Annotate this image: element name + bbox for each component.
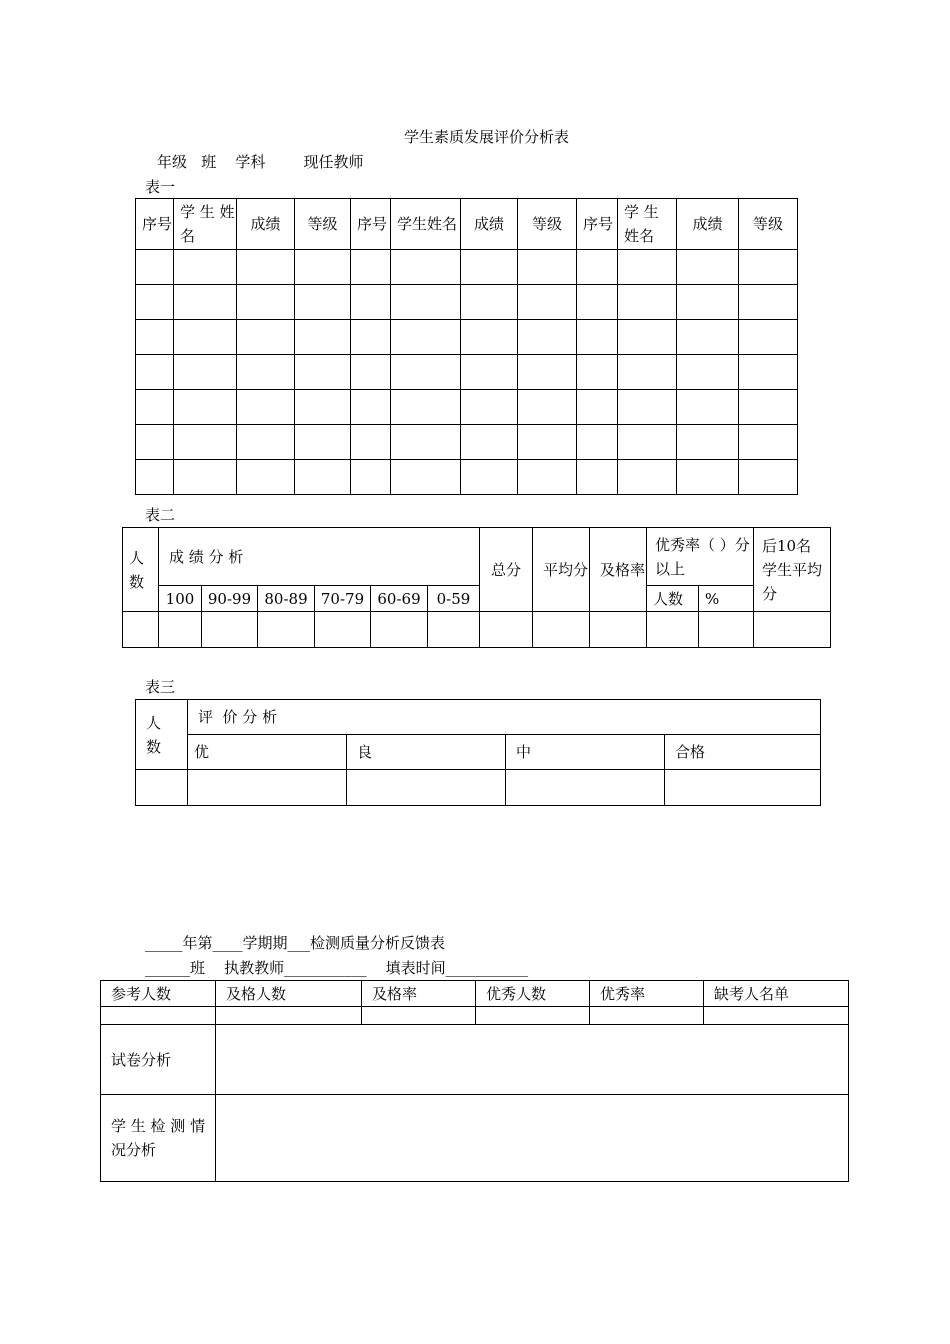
table-cell[interactable] <box>237 250 295 285</box>
table-cell[interactable] <box>461 250 518 285</box>
feedback-header-cell: 及格率 <box>362 981 476 1007</box>
table-cell[interactable] <box>518 355 577 390</box>
table1 <box>135 198 798 495</box>
table-cell[interactable] <box>174 320 237 355</box>
t2-bottom10-header: 后10名学生平均分 <box>754 528 831 612</box>
table-row <box>136 285 798 320</box>
student-analysis-label: 学 生 检 测 情 况分析 <box>101 1095 216 1182</box>
table2 <box>122 527 831 648</box>
table1-label: 表一 <box>145 178 176 196</box>
feedback-header-cell: 参考人数 <box>101 981 216 1007</box>
table-cell[interactable] <box>739 285 798 320</box>
table-cell[interactable] <box>391 355 461 390</box>
table2-label: 表二 <box>145 506 176 524</box>
t1-header-cell: 学 生 姓名 <box>618 199 677 250</box>
table-row <box>136 390 798 425</box>
table-cell[interactable] <box>136 285 174 320</box>
t2-range-cell: 60-69 <box>371 586 428 612</box>
t3-grade-cell: 中 <box>506 735 665 770</box>
table-row <box>136 355 798 390</box>
table-cell[interactable] <box>518 460 577 495</box>
table-cell[interactable] <box>739 320 798 355</box>
table-cell[interactable] <box>518 320 577 355</box>
table-cell[interactable] <box>677 285 739 320</box>
t2-score-analysis-header: 成 绩 分 析 <box>159 528 480 586</box>
table-cell[interactable] <box>618 285 677 320</box>
t2-range-cell: 70-79 <box>315 586 371 612</box>
table-cell[interactable] <box>518 390 577 425</box>
table-cell[interactable] <box>174 355 237 390</box>
feedback-header-cell: 缺考人名单 <box>704 981 849 1007</box>
table-cell[interactable] <box>739 390 798 425</box>
table-cell[interactable] <box>518 425 577 460</box>
t3-grade-cell: 合格 <box>665 735 821 770</box>
feedback-info-line: ______班 执教教师___________ 填表时间___________ <box>145 959 529 977</box>
t3-grade-cell: 优 <box>188 735 347 770</box>
table-row <box>136 460 798 495</box>
table-cell[interactable] <box>577 460 618 495</box>
t1-header-cell: 等级 <box>295 199 351 250</box>
table-cell[interactable] <box>136 320 174 355</box>
table-cell[interactable] <box>237 285 295 320</box>
table-cell[interactable] <box>237 460 295 495</box>
t2-excellent-count-header: 人数 <box>647 586 699 612</box>
table-cell[interactable] <box>618 460 677 495</box>
t1-header-cell: 序号 <box>351 199 391 250</box>
t1-header-cell: 成绩 <box>677 199 739 250</box>
table-cell[interactable] <box>351 425 391 460</box>
t2-count-header: 人数 <box>123 528 159 612</box>
table-cell[interactable] <box>174 390 237 425</box>
t2-pass-rate-header: 及格率 <box>590 528 647 612</box>
table3-label: 表三 <box>145 678 176 696</box>
t1-header-cell: 等级 <box>518 199 577 250</box>
table-cell[interactable] <box>351 390 391 425</box>
table-cell[interactable] <box>136 460 174 495</box>
table-cell[interactable] <box>295 460 351 495</box>
table-cell[interactable] <box>618 390 677 425</box>
table-cell[interactable] <box>677 390 739 425</box>
class-info-line: 年级 班 学科 现任教师 <box>157 153 364 171</box>
t2-percent-header: % <box>699 586 754 612</box>
table-cell[interactable] <box>295 320 351 355</box>
t3-grade-cell: 良 <box>347 735 506 770</box>
table-cell[interactable] <box>295 390 351 425</box>
table-row <box>136 425 798 460</box>
table-cell[interactable] <box>577 390 618 425</box>
table-cell[interactable] <box>237 320 295 355</box>
table-cell[interactable] <box>351 250 391 285</box>
table-cell[interactable] <box>577 425 618 460</box>
table-cell[interactable] <box>391 390 461 425</box>
table-cell[interactable] <box>618 250 677 285</box>
table-cell[interactable] <box>295 250 351 285</box>
table-cell[interactable] <box>577 250 618 285</box>
t2-range-cell: 0-59 <box>428 586 480 612</box>
table-cell[interactable] <box>174 425 237 460</box>
t1-header-cell: 成绩 <box>237 199 295 250</box>
table-cell[interactable] <box>174 460 237 495</box>
feedback-header-cell: 及格人数 <box>216 981 362 1007</box>
table-cell[interactable] <box>739 355 798 390</box>
table-cell[interactable] <box>174 250 237 285</box>
table-cell[interactable] <box>461 390 518 425</box>
table-row <box>136 770 821 806</box>
table-cell[interactable] <box>351 355 391 390</box>
table-cell[interactable] <box>351 320 391 355</box>
table-cell[interactable] <box>136 390 174 425</box>
t1-header-cell: 成绩 <box>461 199 518 250</box>
t2-excellent-rate-header: 优秀率（ ）分以上 <box>647 528 754 586</box>
t2-range-cell: 90-99 <box>202 586 258 612</box>
t2-range-cell: 80-89 <box>258 586 315 612</box>
t2-range-cell: 100 <box>159 586 202 612</box>
table-cell[interactable] <box>237 390 295 425</box>
feedback-title: _____年第____学期期___检测质量分析反馈表 <box>145 934 446 952</box>
table-cell[interactable] <box>136 250 174 285</box>
table-cell[interactable] <box>136 355 174 390</box>
t1-header-cell: 学 生 姓名 <box>174 199 237 250</box>
table-row <box>136 250 798 285</box>
t2-avg-header: 平均分 <box>533 528 590 612</box>
student-analysis-area[interactable] <box>216 1095 849 1182</box>
table-cell[interactable] <box>677 425 739 460</box>
t1-header-cell: 学生姓名 <box>391 199 461 250</box>
feedback-header-cell: 优秀率 <box>590 981 704 1007</box>
table-cell[interactable] <box>391 425 461 460</box>
table-cell[interactable] <box>677 355 739 390</box>
table-cell[interactable] <box>351 460 391 495</box>
table-cell[interactable] <box>295 425 351 460</box>
table-row <box>123 612 831 648</box>
table-cell[interactable] <box>237 355 295 390</box>
t3-eval-header: 评 价 分 析 <box>188 700 821 735</box>
table-cell[interactable] <box>618 425 677 460</box>
t2-total-header: 总分 <box>480 528 533 612</box>
table-cell[interactable] <box>577 355 618 390</box>
table3 <box>135 699 821 806</box>
table-cell[interactable] <box>351 285 391 320</box>
feedback-header-cell: 优秀人数 <box>476 981 590 1007</box>
table-cell[interactable] <box>677 250 739 285</box>
table-cell[interactable] <box>391 285 461 320</box>
table-cell[interactable] <box>677 320 739 355</box>
table-cell[interactable] <box>677 460 739 495</box>
table-cell[interactable] <box>577 320 618 355</box>
table-cell[interactable] <box>518 285 577 320</box>
table-cell[interactable] <box>391 320 461 355</box>
table-cell[interactable] <box>461 355 518 390</box>
table-cell[interactable] <box>518 250 577 285</box>
table-cell[interactable] <box>577 285 618 320</box>
table-cell[interactable] <box>391 460 461 495</box>
table-row <box>136 320 798 355</box>
table-cell[interactable] <box>461 285 518 320</box>
table-cell[interactable] <box>391 250 461 285</box>
paper-analysis-area[interactable] <box>216 1025 849 1095</box>
t1-header-cell: 等级 <box>739 199 798 250</box>
table-cell[interactable] <box>739 250 798 285</box>
table-cell[interactable] <box>739 460 798 495</box>
table-cell[interactable] <box>618 355 677 390</box>
table-row <box>101 1007 849 1025</box>
table-cell[interactable] <box>295 355 351 390</box>
table-cell[interactable] <box>174 285 237 320</box>
page-title: 学生素质发展评价分析表 <box>404 128 570 146</box>
table-cell[interactable] <box>461 425 518 460</box>
t1-header-cell: 序号 <box>136 199 174 250</box>
table1-header-row <box>136 199 798 250</box>
table-cell[interactable] <box>739 425 798 460</box>
table-cell[interactable] <box>237 425 295 460</box>
table-cell[interactable] <box>461 460 518 495</box>
feedback-table <box>100 980 849 1182</box>
table-cell[interactable] <box>461 320 518 355</box>
t1-header-cell: 序号 <box>577 199 618 250</box>
table-cell[interactable] <box>136 425 174 460</box>
table-cell[interactable] <box>618 320 677 355</box>
t3-count-header: 人数 <box>136 700 188 770</box>
paper-analysis-label: 试卷分析 <box>101 1025 216 1095</box>
table-cell[interactable] <box>295 285 351 320</box>
